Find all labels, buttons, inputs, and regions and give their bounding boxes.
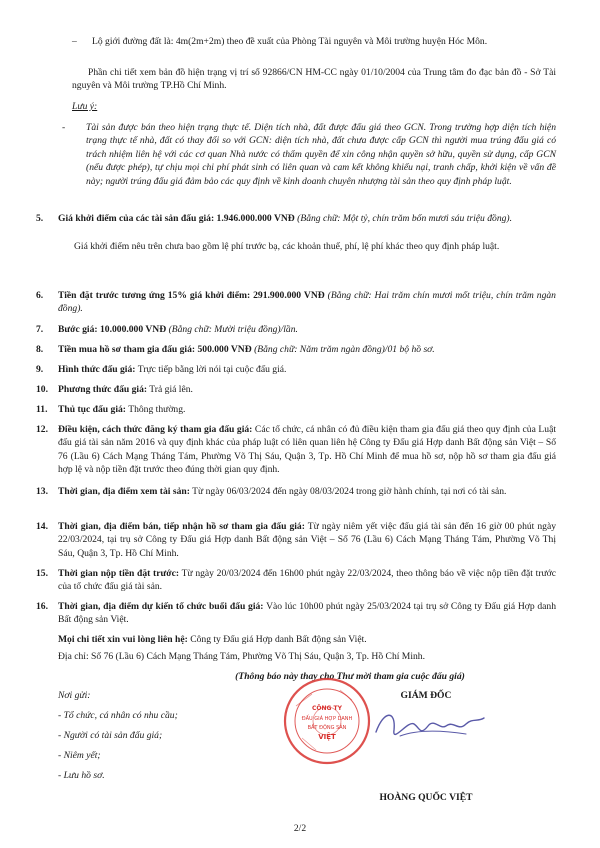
item-7 (58, 323, 556, 336)
item-14 (58, 520, 556, 560)
note-heading: Lưu ý: (72, 101, 98, 112)
item-16-number: 16. (36, 601, 48, 612)
item-11 (58, 403, 556, 416)
item-13-label: Thời gian, địa điểm xem tài sản: (58, 486, 190, 497)
item-14-number: 14. (36, 521, 48, 532)
replace-note: (Thông báo này thay cho Thư mời tham gia cuộc đấu giá) (235, 671, 465, 682)
item-11-number: 11. (36, 404, 48, 415)
item-10-label: Phương thức đấu giá: (58, 384, 148, 395)
item-15 (58, 567, 556, 594)
svg-text:ĐẤU GIÁ HỢP DANH: ĐẤU GIÁ HỢP DANH (301, 716, 353, 722)
item-5-label: Giá khởi điểm của các tài sản đấu giá: 1.946.000.000 VNĐ (58, 213, 295, 224)
svg-text:VIỆT: VIỆT (318, 733, 336, 741)
item-16-text: Vào lúc 10h00 phút ngày 25/03/2024 tại trụ sở Công ty Đấu giá Hợp danh Bất động sản Việt. (58, 601, 557, 626)
boundary-note: Lộ giới đường đất là: 4m(2m+2m) theo đề xuất của Phòng Tài nguyên và Môi trường huyện Hóc Môn. (92, 36, 488, 47)
item-12 (58, 423, 556, 477)
item-9-label: Hình thức đấu giá: (58, 364, 136, 375)
map-note: Phần chi tiết xem bản đồ hiện trạng vị trí số 92866/CN HM-CC ngày 01/10/2004 của Trung tâm đo đạc bản đồ - Sở Tài nguyên và Môi trường TP.Hồ Chí Minh. (72, 67, 556, 92)
item-9-text: Trực tiếp bằng lời nói tại cuộc đấu giá. (135, 364, 287, 375)
item-16-label: Thời gian, địa điểm dự kiến tổ chức buổi đấu giá: (58, 601, 264, 612)
item-8 (58, 343, 556, 356)
contact-value: Công ty Đấu giá Hợp danh Bất động sản Việt. (187, 634, 367, 645)
item-8-number: 8. (36, 344, 44, 355)
signer-title: GIÁM ĐỐC (400, 690, 452, 701)
recipient-item: - Niêm yết; (58, 750, 101, 761)
item-15-text: Từ ngày 20/03/2024 đến 16h00 phút ngày 22/03/2024, theo thông báo về việc nộp tiền đặt trước của tổ chức đấu giá tài sản. (58, 568, 556, 593)
item-8-label: Tiền mua hồ sơ tham gia đấu giá: 500.000 VNĐ (58, 344, 252, 355)
item-10-text: Trả giá lên. (147, 384, 193, 395)
item-16 (58, 600, 556, 627)
company-stamp (282, 676, 372, 766)
item-5-text: (Bằng chữ: Một tỷ, chín trăm bốn mươi sáu triệu đồng). (294, 213, 513, 224)
item-7-text: (Bằng chữ: Mười triệu đồng)/lần. (166, 324, 298, 335)
item-13-number: 13. (36, 486, 48, 497)
item-15-label: Thời gian nộp tiền đặt trước: (58, 568, 180, 579)
signer-name: HOÀNG QUỐC VIỆT (379, 792, 473, 803)
item-13 (58, 485, 556, 498)
item-11-label: Thủ tục đấu giá: (58, 404, 126, 415)
item-7-number: 7. (36, 324, 44, 335)
item-9-number: 9. (36, 364, 44, 375)
item-14-label: Thời gian, địa điểm bán, tiếp nhận hồ sơ tham gia đấu giá: (58, 521, 305, 532)
item-12-number: 12. (36, 424, 48, 435)
item-12-label: Điều kiện, cách thức đăng ký tham gia đấu giá: (58, 424, 253, 435)
item-12-text: Các tổ chức, cá nhân có đủ điều kiện tham gia đấu giá theo quy định của Luật đấu giá tài sản năm 2016 và quy định khác của pháp luật có liên quan liên hệ Công ty Đấu giá Hợp danh Bất động sản Việt – Số 76 (Lầu 6) Cách Mạng Tháng Tám, Phường Võ Thị Sáu, Quận 3, Tp. Hồ Chí Minh để mua hồ sơ, nộp hồ sơ tham gia đấu giá hợp lệ và nộp tiền đặt trước theo đúng thời gian quy định. (58, 424, 556, 476)
recipients-heading: Nơi gửi: (58, 690, 91, 701)
item-5 (58, 212, 556, 225)
note-bullet: - (62, 122, 66, 133)
item-6-text: (Bằng chữ: Hai trăm chín mươi mốt triệu, chín trăm ngàn đồng). (58, 290, 556, 315)
svg-text:CÔNG TY: CÔNG TY (312, 705, 342, 712)
recipient-item: - Tổ chức, cá nhân có nhu cầu; (58, 710, 178, 721)
recipient-item: - Lưu hồ sơ. (58, 770, 105, 781)
item-9 (58, 363, 556, 376)
item-7-label: Bước giá: 10.000.000 VNĐ (58, 324, 167, 335)
item-13-text: Từ ngày 06/03/2024 đến ngày 08/03/2024 trong giờ hành chính, tại nơi có tài sản. (189, 486, 507, 497)
item-11-text: Thông thường. (125, 404, 186, 415)
item-14-text: Từ ngày niêm yết việc đấu giá tài sản đến 16 giờ 00 phút ngày 22/03/2024, tại trụ sở Công ty Đấu giá Hợp danh Bất động sản Việt – Số 76 (Lầu 6) Cách Mạng Tháng Tám, Phường Võ Thị Sáu, Quận 3, Tp. Hồ Chí Minh. (58, 521, 557, 559)
dash-marker: – (72, 36, 77, 47)
contact-label: Mọi chi tiết xin vui lòng liên hệ: (58, 634, 188, 645)
item-8-text: (Bằng chữ: Năm trăm ngàn đồng)/01 bộ hồ sơ. (251, 344, 435, 355)
item-5-extra: Giá khởi điểm nêu trên chưa bao gồm lệ phí trước bạ, các khoản thuế, phí, lệ phí khác theo quy định pháp luật. (74, 241, 500, 252)
item-6-label: Tiền đặt trước tương ứng 15% giá khởi điểm: 291.900.000 VNĐ (58, 290, 325, 301)
item-6 (58, 289, 556, 316)
svg-text:BẤT ĐỘNG SẢN: BẤT ĐỘNG SẢN (307, 725, 347, 731)
note-text: Tài sản được bán theo hiện trạng thực tế. Diện tích nhà, đất được đấu giá theo GCN. Trong trường hợp diện tích hiện trạng thực tế nhà, đất có thay đổi so với GCN: diện tích nhà, đất chưa được cấp GCN thì người mua trúng đấu giá có trách nhiệm liên hệ với các cơ quan Nhà nước có thẩm quyền để xin công nhận quyền sở hữu, quyền sử dụng, cấp GCN (nếu được phép), tự chịu mọi chi phí phát sinh có liên quan và cam kết không khiếu nại, tranh chấp, khởi kiện về vấn đề này; người trúng đấu giá đảm bảo các quy định về kinh doanh chuyên nhượng tài sản theo quy định pháp luật. (86, 122, 556, 187)
item-5-number: 5. (36, 213, 44, 224)
item-10 (58, 383, 556, 396)
item-10-number: 10. (36, 384, 48, 395)
recipient-item: - Người có tài sản đấu giá; (58, 730, 163, 741)
page-number: 2/2 (293, 823, 307, 834)
contact-line (58, 633, 556, 646)
item-6-number: 6. (36, 290, 44, 301)
contact-address: Địa chỉ: Số 76 (Lầu 6) Cách Mạng Tháng Tám, Phường Võ Thị Sáu, Quận 3, Tp. Hồ Chí Minh. (58, 651, 425, 662)
item-15-number: 15. (36, 568, 48, 579)
handwritten-signature (370, 700, 490, 750)
